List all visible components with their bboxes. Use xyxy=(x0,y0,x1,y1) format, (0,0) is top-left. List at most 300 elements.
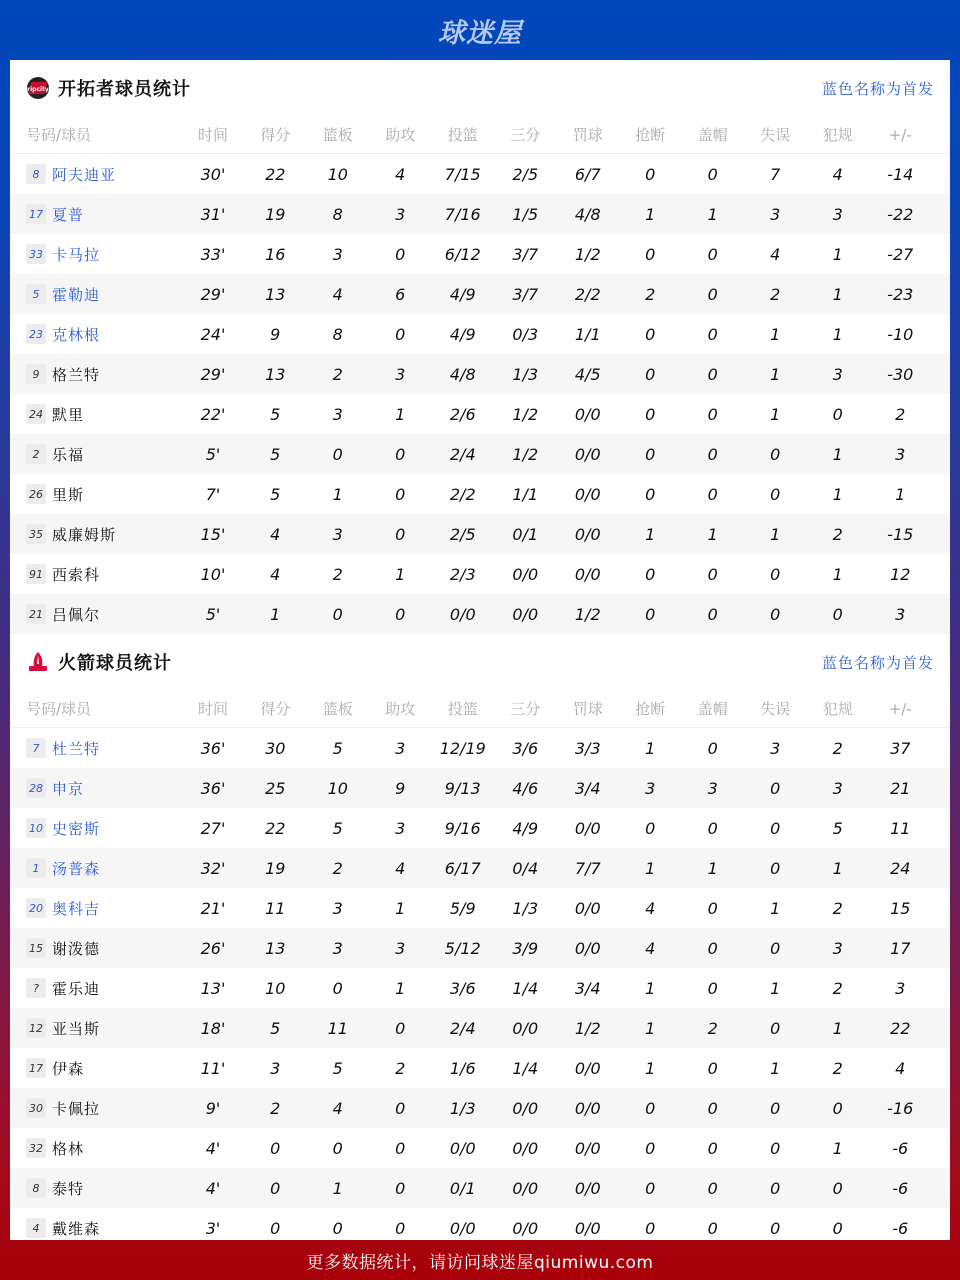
player-cell xyxy=(10,1178,182,1199)
player-row[interactable] xyxy=(10,1088,950,1128)
stat-cell: 0/0 xyxy=(574,484,601,504)
col-header[interactable]: 投篮 xyxy=(447,700,478,718)
section-header xyxy=(10,634,950,690)
stat-cell: 3/4 xyxy=(574,978,601,998)
player-row[interactable] xyxy=(10,434,950,474)
stat-cell: 22 xyxy=(265,818,286,838)
stat-cell: 2 xyxy=(770,284,781,304)
player-row[interactable] xyxy=(10,928,950,968)
col-header[interactable]: 时间 xyxy=(197,126,228,144)
col-header[interactable]: 罚球 xyxy=(572,126,603,144)
stat-cell: 12/19 xyxy=(439,738,486,758)
stat-cell: 2 xyxy=(270,1098,281,1118)
stat-cell: 3/7 xyxy=(512,284,539,304)
stat-cell: 7 xyxy=(770,164,781,184)
player-cell xyxy=(10,404,182,425)
player-row[interactable] xyxy=(10,848,950,888)
stat-cell: 4 xyxy=(832,164,843,184)
stat-cell: 3 xyxy=(395,818,406,838)
stat-cell: 0 xyxy=(332,978,343,998)
stat-cell: 3 xyxy=(832,204,843,224)
stat-cell: 18' xyxy=(200,1018,226,1038)
stat-cell: 0 xyxy=(770,564,781,584)
stat-cell: 0 xyxy=(770,818,781,838)
stat-cell: 15 xyxy=(890,898,911,918)
stat-cell: 0/0 xyxy=(574,404,601,424)
stat-cell: 4 xyxy=(645,938,656,958)
stat-cell: 1 xyxy=(770,898,781,918)
stat-cell: 1/3 xyxy=(449,1098,476,1118)
stat-cell: 9/13 xyxy=(444,778,481,798)
stat-cell: 2 xyxy=(832,1058,843,1078)
jersey-number: 10 xyxy=(26,818,46,838)
stat-cell: 0 xyxy=(332,444,343,464)
stat-cell: 1 xyxy=(707,204,718,224)
stat-cell: -30 xyxy=(887,364,914,384)
stat-cell: 0/0 xyxy=(449,604,476,624)
player-name[interactable]: 格林 xyxy=(52,1139,85,1158)
stat-cell: 0/0 xyxy=(574,1098,601,1118)
stat-cell: 0/0 xyxy=(512,1178,539,1198)
player-row[interactable] xyxy=(10,354,950,394)
stat-cell: 0 xyxy=(707,898,718,918)
player-row[interactable] xyxy=(10,234,950,274)
stat-cell: 21' xyxy=(200,898,226,918)
stat-cell: 3' xyxy=(205,1218,221,1238)
player-cell xyxy=(10,524,182,545)
player-row[interactable] xyxy=(10,554,950,594)
player-name[interactable]: 西索科 xyxy=(52,565,101,584)
stat-cell: 0 xyxy=(645,404,656,424)
team-title xyxy=(26,649,172,675)
stat-cell: 2/2 xyxy=(574,284,601,304)
stat-cell: 1 xyxy=(645,1018,656,1038)
stat-cell: 0 xyxy=(395,604,406,624)
col-header[interactable]: 抢断 xyxy=(635,700,666,718)
stat-cell: 36' xyxy=(200,738,226,758)
stat-cell: 4 xyxy=(645,898,656,918)
stat-cell: 0 xyxy=(707,404,718,424)
col-header[interactable]: 犯规 xyxy=(822,700,853,718)
stat-cell: 3/4 xyxy=(574,778,601,798)
player-cell xyxy=(10,818,182,839)
stat-cell: 1 xyxy=(832,324,843,344)
player-name[interactable]: 泰特 xyxy=(52,1179,85,1198)
stat-cell: 9 xyxy=(270,324,281,344)
stat-cell: 5 xyxy=(270,1018,281,1038)
stat-cell: 1 xyxy=(770,524,781,544)
stat-cell: 0 xyxy=(707,938,718,958)
jersey-number: 8 xyxy=(26,1178,46,1198)
jersey-number: 20 xyxy=(26,898,46,918)
player-row[interactable] xyxy=(10,594,950,634)
col-header[interactable]: +/- xyxy=(888,125,912,144)
stat-cell: 37 xyxy=(890,738,911,758)
stat-cell: 0 xyxy=(832,1218,843,1238)
col-header[interactable]: 三分 xyxy=(510,700,541,718)
stat-cell: 0 xyxy=(707,1218,718,1238)
stat-cell: 0 xyxy=(770,1138,781,1158)
stat-cell: 0 xyxy=(645,1218,656,1238)
stat-cell: 26' xyxy=(200,938,226,958)
stat-cell: 0 xyxy=(645,1138,656,1158)
player-name[interactable]: 格兰特 xyxy=(52,365,101,384)
stat-cell: 1 xyxy=(770,978,781,998)
stat-cell: 0 xyxy=(707,284,718,304)
stat-cell: 1 xyxy=(395,978,406,998)
stat-cell: 4' xyxy=(205,1138,221,1158)
player-name[interactable]: 戴维森 xyxy=(52,1219,101,1238)
player-row[interactable] xyxy=(10,514,950,554)
footer-banner[interactable] xyxy=(0,1240,960,1280)
stat-cell: 0 xyxy=(707,564,718,584)
stat-cell: 27' xyxy=(200,818,226,838)
stat-cell: 5 xyxy=(332,818,343,838)
stat-cell: 0 xyxy=(645,244,656,264)
section-header xyxy=(10,60,950,116)
stat-cell: 5 xyxy=(332,1058,343,1078)
stat-cell: 2/4 xyxy=(449,1018,476,1038)
player-name[interactable]: 默里 xyxy=(52,405,85,424)
col-header[interactable]: 犯规 xyxy=(822,126,853,144)
stat-cell: 1/4 xyxy=(512,1058,539,1078)
stat-cell: 3 xyxy=(332,404,343,424)
jersey-number: 33 xyxy=(26,244,46,264)
stat-cell: 0 xyxy=(395,324,406,344)
stat-cell: 1/1 xyxy=(574,324,601,344)
stat-cell: 2/6 xyxy=(449,404,476,424)
rockets-logo-icon xyxy=(26,650,50,674)
stat-cell: 3 xyxy=(332,524,343,544)
player-cell xyxy=(10,978,182,999)
stat-cell: 0/0 xyxy=(574,1178,601,1198)
player-name[interactable]: 乐福 xyxy=(52,445,85,464)
stat-cell: 1 xyxy=(895,484,906,504)
stat-cell: 1 xyxy=(832,1138,843,1158)
stat-cell: 3 xyxy=(332,938,343,958)
stat-cell: 3 xyxy=(707,778,718,798)
stat-cell: 3 xyxy=(395,364,406,384)
stat-cell: 3/7 xyxy=(512,244,539,264)
stat-cell: 0 xyxy=(707,604,718,624)
stat-cell: 7/16 xyxy=(444,204,481,224)
stat-cell: 10 xyxy=(265,978,286,998)
stat-cell: -15 xyxy=(887,524,914,544)
stat-cell: 1 xyxy=(395,898,406,918)
site-logo[interactable]: 球迷屋 xyxy=(438,17,522,49)
stat-cell: 13 xyxy=(265,284,286,304)
starter-legend: 蓝色名称为首发 xyxy=(821,79,934,98)
col-header[interactable]: 盖帽 xyxy=(697,126,728,144)
stat-cell: 1 xyxy=(645,524,656,544)
ripcity-logo-icon xyxy=(26,76,50,100)
stat-cell: 0 xyxy=(645,324,656,344)
stat-cell: 22 xyxy=(265,164,286,184)
player-row[interactable] xyxy=(10,1008,950,1048)
col-header[interactable]: 得分 xyxy=(260,700,291,718)
stat-cell: 4 xyxy=(332,1098,343,1118)
stat-cell: 0/0 xyxy=(574,1138,601,1158)
stat-cell: 1/2 xyxy=(512,444,539,464)
stat-cell: 29' xyxy=(200,284,226,304)
stat-cell: 7' xyxy=(205,484,221,504)
stat-cell: 0 xyxy=(770,938,781,958)
stat-cell: -6 xyxy=(892,1218,909,1238)
stat-cell: 7/7 xyxy=(574,858,601,878)
stat-cell: 0 xyxy=(707,1178,718,1198)
stat-cell: 1 xyxy=(770,324,781,344)
col-header[interactable]: 助攻 xyxy=(385,126,416,144)
player-name[interactable]: 阿夫迪亚 xyxy=(52,165,117,184)
stat-cell: 2 xyxy=(332,564,343,584)
col-header[interactable]: 得分 xyxy=(260,126,291,144)
player-name[interactable]: 史密斯 xyxy=(52,819,101,838)
player-name[interactable]: 卡马拉 xyxy=(52,245,101,264)
jersey-number: 28 xyxy=(26,778,46,798)
player-name[interactable]: 吕佩尔 xyxy=(52,605,101,624)
stat-cell: 1 xyxy=(832,564,843,584)
player-name[interactable]: 克林根 xyxy=(52,325,101,344)
stat-cell: 0 xyxy=(832,1098,843,1118)
stat-cell: 0/0 xyxy=(512,1018,539,1038)
player-row[interactable] xyxy=(10,154,950,194)
stat-cell: 10 xyxy=(327,778,348,798)
stat-cell: 11' xyxy=(200,1058,226,1078)
player-name[interactable]: 伊森 xyxy=(52,1059,85,1078)
stat-cell: 0 xyxy=(270,1178,281,1198)
stat-cell: 16 xyxy=(265,244,286,264)
player-cell xyxy=(10,244,182,265)
stat-cell: 2 xyxy=(832,524,843,544)
stat-cell: 0 xyxy=(395,1138,406,1158)
stat-cell: 22' xyxy=(200,404,226,424)
stat-cell: 1/6 xyxy=(449,1058,476,1078)
stat-cell: 5 xyxy=(270,444,281,464)
stat-cell: 4/8 xyxy=(574,204,601,224)
stat-cell: 0 xyxy=(395,1218,406,1238)
stat-cell: 5 xyxy=(270,404,281,424)
player-cell xyxy=(10,284,182,305)
stat-cell: 36' xyxy=(200,778,226,798)
team-section xyxy=(10,634,950,1248)
col-header-player: 号码/球员 xyxy=(26,126,92,144)
stat-cell: 0 xyxy=(707,244,718,264)
col-header[interactable]: 时间 xyxy=(197,700,228,718)
stat-cell: 1/5 xyxy=(512,204,539,224)
stat-cell: 4/9 xyxy=(449,284,476,304)
stat-cell: 2 xyxy=(645,284,656,304)
player-cell xyxy=(10,898,182,919)
stat-cell: 1/2 xyxy=(574,1018,601,1038)
stat-cell: 8 xyxy=(332,324,343,344)
col-header[interactable]: +/- xyxy=(888,699,912,718)
player-row[interactable] xyxy=(10,728,950,768)
stat-cell: 4 xyxy=(395,858,406,878)
stat-cell: 6 xyxy=(395,284,406,304)
stat-cell: 5 xyxy=(832,818,843,838)
jersey-number: 7 xyxy=(26,738,46,758)
stat-cell: 4 xyxy=(395,164,406,184)
stat-cell: 0/0 xyxy=(574,1218,601,1238)
stat-cell: 0/0 xyxy=(512,1138,539,1158)
jersey-number: 2 xyxy=(26,444,46,464)
jersey-number: 30 xyxy=(26,1098,46,1118)
player-row[interactable] xyxy=(10,808,950,848)
stat-cell: 0/0 xyxy=(574,938,601,958)
stat-cell: 1 xyxy=(707,524,718,544)
player-name[interactable]: 杜兰特 xyxy=(52,739,101,758)
player-name[interactable]: 奥科吉 xyxy=(52,899,101,918)
stat-cell: 0 xyxy=(770,1018,781,1038)
col-header[interactable]: 三分 xyxy=(510,126,541,144)
stat-cell: 0 xyxy=(707,738,718,758)
player-name[interactable]: 威廉姆斯 xyxy=(52,525,117,544)
jersey-number: 4 xyxy=(26,1218,46,1238)
stat-cell: 0 xyxy=(770,604,781,624)
jersey-number: 91 xyxy=(26,564,46,584)
player-cell xyxy=(10,1058,182,1079)
stat-cell: 0 xyxy=(395,444,406,464)
player-name[interactable]: 里斯 xyxy=(52,485,85,504)
svg-text:ripcity: ripcity xyxy=(27,86,49,93)
stat-cell: 1 xyxy=(645,1058,656,1078)
stat-cell: 0 xyxy=(832,604,843,624)
stat-cell: 0 xyxy=(645,484,656,504)
jersey-number: 21 xyxy=(26,604,46,624)
stat-cell: 0 xyxy=(707,1058,718,1078)
player-name[interactable]: 卡佩拉 xyxy=(52,1099,101,1118)
stat-cell: 3 xyxy=(895,444,906,464)
player-name[interactable]: 亚当斯 xyxy=(52,1019,101,1038)
player-row[interactable] xyxy=(10,314,950,354)
player-cell xyxy=(10,564,182,585)
player-row[interactable] xyxy=(10,474,950,514)
stat-cell: 0 xyxy=(645,444,656,464)
stat-cell: 0/0 xyxy=(574,818,601,838)
stat-cell: 1 xyxy=(270,604,281,624)
stat-cell: 1 xyxy=(832,484,843,504)
col-header[interactable]: 失误 xyxy=(760,700,791,718)
stat-cell: 2 xyxy=(832,738,843,758)
player-name[interactable]: 申京 xyxy=(52,779,85,798)
stat-cell: 2 xyxy=(707,1018,718,1038)
player-row[interactable] xyxy=(10,1168,950,1208)
stat-cell: 0/0 xyxy=(512,564,539,584)
player-name[interactable]: 霍乐迪 xyxy=(52,979,101,998)
col-header[interactable]: 篮板 xyxy=(322,700,353,718)
col-header[interactable]: 盖帽 xyxy=(697,700,728,718)
stat-cell: 4 xyxy=(270,564,281,584)
stat-cell: 1/3 xyxy=(512,364,539,384)
stat-cell: 3 xyxy=(395,204,406,224)
player-row[interactable] xyxy=(10,194,950,234)
jersey-number: 5 xyxy=(26,284,46,304)
player-cell xyxy=(10,364,182,385)
col-header[interactable]: 抢断 xyxy=(635,126,666,144)
col-header[interactable]: 投篮 xyxy=(447,126,478,144)
stat-cell: 0 xyxy=(707,364,718,384)
player-row[interactable] xyxy=(10,1048,950,1088)
stat-cell: 32' xyxy=(200,858,226,878)
stat-cell: 1 xyxy=(832,244,843,264)
stat-cell: 2 xyxy=(395,1058,406,1078)
stat-cell: 0 xyxy=(707,1098,718,1118)
stat-cell: 1 xyxy=(832,284,843,304)
player-cell xyxy=(10,938,182,959)
stat-cell: 0 xyxy=(395,1178,406,1198)
stat-cell: 3/3 xyxy=(574,738,601,758)
stat-cell: 11 xyxy=(327,1018,348,1038)
col-header[interactable]: 助攻 xyxy=(385,700,416,718)
team-name: 开拓者球员统计 xyxy=(58,79,191,100)
stat-cell: 9/16 xyxy=(444,818,481,838)
stat-cell: -14 xyxy=(887,164,914,184)
jersey-number: 23 xyxy=(26,324,46,344)
stat-cell: 6/17 xyxy=(444,858,481,878)
player-name[interactable]: 汤普森 xyxy=(52,859,101,878)
stat-cell: 5 xyxy=(270,484,281,504)
site-header xyxy=(0,0,960,60)
stat-cell: -23 xyxy=(887,284,914,304)
stat-cell: 3 xyxy=(770,204,781,224)
stat-cell: 1 xyxy=(770,364,781,384)
jersey-number: 26 xyxy=(26,484,46,504)
player-name[interactable]: 夏普 xyxy=(52,205,85,224)
team-title xyxy=(26,75,191,101)
player-name[interactable]: 谢泼德 xyxy=(52,939,101,958)
stat-cell: 0 xyxy=(270,1218,281,1238)
stat-cell: 3 xyxy=(395,938,406,958)
stat-cell: 3 xyxy=(332,898,343,918)
stat-cell: 0 xyxy=(770,444,781,464)
stat-cell: 2/4 xyxy=(449,444,476,464)
stat-cell: 0 xyxy=(645,1098,656,1118)
col-header[interactable]: 失误 xyxy=(760,126,791,144)
stat-cell: 0 xyxy=(645,164,656,184)
stat-cell: 0 xyxy=(707,484,718,504)
col-header[interactable]: 篮板 xyxy=(322,126,353,144)
stat-cell: 11 xyxy=(265,898,286,918)
stat-cell: 0/0 xyxy=(449,1218,476,1238)
player-row[interactable] xyxy=(10,968,950,1008)
player-row[interactable] xyxy=(10,768,950,808)
player-name[interactable]: 霍勒迪 xyxy=(52,285,101,304)
stat-cell: 10' xyxy=(200,564,226,584)
player-row[interactable] xyxy=(10,1128,950,1168)
stat-cell: 21 xyxy=(890,778,911,798)
player-row[interactable] xyxy=(10,394,950,434)
player-cell xyxy=(10,444,182,465)
col-header[interactable]: 罚球 xyxy=(572,700,603,718)
stat-cell: 0 xyxy=(645,364,656,384)
starter-legend: 蓝色名称为首发 xyxy=(821,653,934,672)
stat-cell: 3 xyxy=(895,604,906,624)
stat-cell: -10 xyxy=(887,324,914,344)
stat-cell: 31' xyxy=(200,204,226,224)
stat-cell: 1/2 xyxy=(574,244,601,264)
stat-cell: 2 xyxy=(895,404,906,424)
stat-cell: 7/15 xyxy=(444,164,481,184)
stat-cell: 0 xyxy=(770,484,781,504)
stat-cell: 6/7 xyxy=(574,164,601,184)
player-row[interactable] xyxy=(10,274,950,314)
player-cell xyxy=(10,1018,182,1039)
stats-card xyxy=(10,60,950,1240)
stat-cell: 1 xyxy=(332,1178,343,1198)
player-row[interactable] xyxy=(10,888,950,928)
player-cell xyxy=(10,1218,182,1239)
stat-cell: 30 xyxy=(265,738,286,758)
